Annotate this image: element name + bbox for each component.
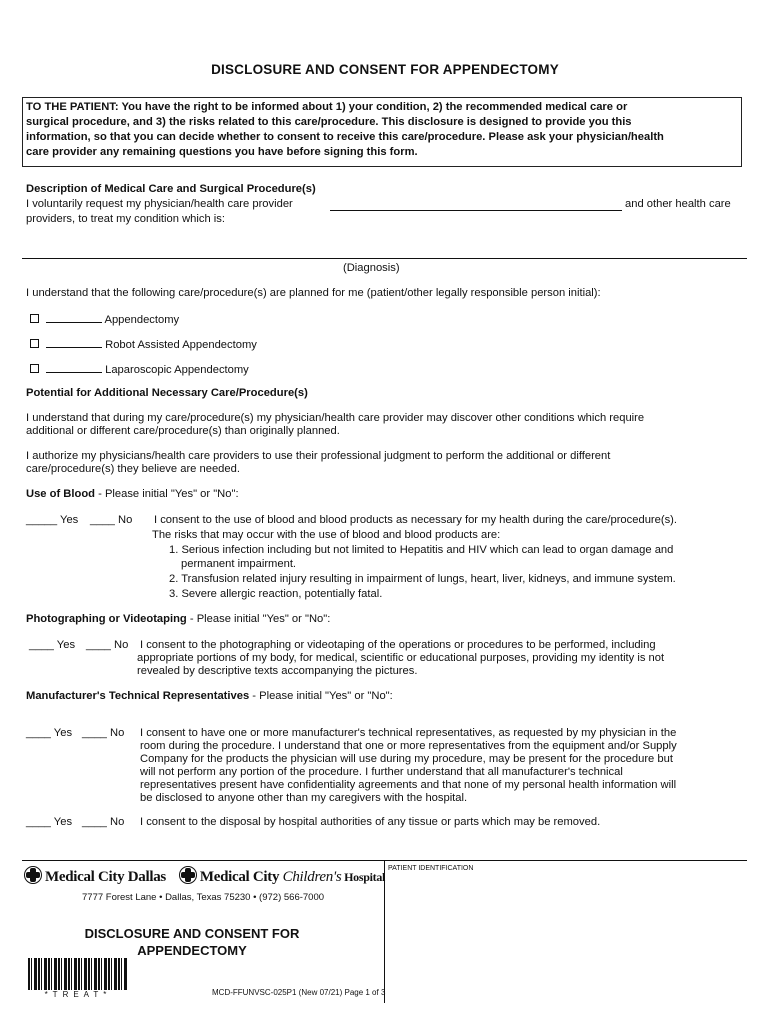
blood-no-field[interactable]: ____ No [90,514,133,526]
procedure-label: Robot Assisted Appendectomy [105,339,257,351]
manufacturer-consent-line: be disclosed to anyone other than my caregivers with the hospital. [140,792,468,804]
diagnosis-label: (Diagnosis) [343,262,400,274]
checkbox[interactable] [30,339,39,348]
additional-heading: Potential for Additional Necessary Care/Procedure(s) [26,387,308,399]
blood-instruction: - Please initial "Yes" or "No": [95,488,239,500]
logo-medical-city: Medical City [199,869,283,885]
notice-line: surgical procedure, and 3) the risks related to this care/procedure. This disclosure is designed to provide you this [26,116,632,128]
disposal-yes-field[interactable]: ____ Yes [26,816,73,828]
medical-cross-icon [179,866,197,884]
diagnosis-field[interactable] [22,258,747,259]
notice-line: TO THE PATIENT: You have the right to be informed about 1) your condition, 2) the recommended medical care or [26,101,628,113]
checkbox[interactable] [30,314,39,323]
blood-yes-field[interactable]: _____ Yes [26,514,79,526]
notice-line: information, so that you can decide whether to consent to receive this care/procedure. Please ask your physician/health [26,131,664,143]
blood-risk-item: 3. Severe allergic reaction, potentially fatal. [169,588,383,600]
photo-consent-line: I consent to the photographing or videotaping of the operations or procedures to be performed, including [140,639,656,651]
description-heading: Description of Medical Care and Surgical Procedure(s) [26,183,316,195]
disposal-consent-line: I consent to the disposal by hospital authorities of any tissue or parts which may be removed. [140,816,601,828]
hospital-address: 7777 Forest Lane • Dallas, Texas 75230 • (972) 566-7000 [82,892,325,903]
logo-medical-city-dallas: Medical City Dallas [45,869,166,885]
planned-procedures-text: I understand that the following care/procedure(s) are planned for me (patient/other legally responsible person initial): [26,287,601,299]
additional-p1-line: I understand that during my care/procedure(s) my physician/health care provider may discover other conditions which require [26,412,645,424]
photo-yes-field[interactable]: ____ Yes [29,639,76,651]
manufacturer-heading: Manufacturer's Technical Representatives [26,690,250,702]
logo-hospital: Hospital [341,870,386,884]
photo-no-field[interactable]: ____ No [86,639,129,651]
blood-risk-item: 1. Serious infection including but not limited to Hepatitis and HIV which can lead to organ damage and [169,544,674,556]
manufacturer-heading-row [26,690,393,704]
additional-p2-line: care/procedure(s) they believe are needed. [26,463,240,475]
photo-consent-line: appropriate portions of my body, for medical, scientific or educational purposes, providing my identity is not [137,652,665,664]
provider-name-field[interactable] [330,198,622,211]
blood-risk-item: 2. Transfusion related injury resulting in impairment of lungs, heart, liver, kidneys, and immune system. [169,573,676,585]
initial-field[interactable] [46,362,102,373]
form-number: MCD-FFUNVSC-025P1 (New 07/21) Page 1 of 3 [212,988,386,997]
manufacturer-consent-line: room during the procedure. I understand that one or more representatives from the equipment and/or Supply [140,740,677,752]
disposal-no-field[interactable]: ____ No [82,816,125,828]
manufacturer-consent-line: representatives present have confidentiality agreements and that none of my personal health information will [140,779,677,791]
barcode [28,958,128,990]
medical-cross-icon [24,866,42,884]
procedure-option-robot-assisted[interactable] [30,337,257,353]
patient-notice-box [22,97,742,167]
blood-risks-intro: The risks that may occur with the use of blood and blood products are: [152,529,501,541]
checkbox[interactable] [30,364,39,373]
additional-p1-line: additional or different care/procedure(s) than originally planned. [26,425,340,437]
footer-title-line: APPENDECTOMY [137,943,247,958]
page-title: DISCLOSURE AND CONSENT FOR APPENDECTOMY [211,62,559,77]
provider-request-line-end: and other health care [625,198,731,210]
initial-field[interactable] [46,337,102,348]
manufacturer-instruction: - Please initial "Yes" or "No": [249,690,393,702]
manufacturer-yes-field[interactable]: ____ Yes [26,727,73,739]
procedure-option-laparoscopic[interactable] [30,362,249,378]
manufacturer-consent-line: I consent to have one or more manufacturer's technical representatives, as requested by my physician in the [140,727,677,739]
initial-field[interactable] [46,312,102,323]
photo-instruction: - Please initial "Yes" or "No": [186,613,331,625]
procedure-label: Laparoscopic Appendectomy [105,364,249,376]
photo-heading-row [26,613,330,627]
blood-consent-line: I consent to the use of blood and blood products as necessary for my health during the care/procedure(s). [154,514,678,526]
hospital-logos [24,866,385,886]
footer-title-line: DISCLOSURE AND CONSENT FOR [84,926,300,941]
manufacturer-consent-line: will not perform any portion of the procedure. I further understand that all manufacturer's technical [140,766,623,778]
patient-identification-label: PATIENT IDENTIFICATION [388,865,474,872]
blood-risk-item-cont: permanent impairment. [181,558,297,570]
manufacturer-consent-line: Company for the products the physician will use during my procedure, may be present for the procedure but [140,753,673,765]
photo-consent-line: revealed by descriptive texts accompanying the pictures. [137,665,418,677]
additional-p2-line: I authorize my physicians/health care providers to use their professional judgment to perform the additional or different [26,450,611,462]
notice-line: care provider any remaining questions you have before signing this form. [26,146,418,158]
photo-heading: Photographing or Videotaping [26,613,187,625]
procedure-label: Appendectomy [104,314,180,326]
barcode-caption: *TREAT* [44,990,112,999]
footer-form-title [22,925,362,959]
blood-heading: Use of Blood [26,488,95,500]
logo-childrens: Children's [282,869,342,885]
condition-line: providers, to treat my condition which is: [26,213,225,225]
procedure-option-appendectomy[interactable] [30,312,179,328]
blood-heading-row [26,488,239,502]
provider-request-line-start: I voluntarily request my physician/health care provider [26,198,293,210]
manufacturer-no-field[interactable]: ____ No [82,727,125,739]
